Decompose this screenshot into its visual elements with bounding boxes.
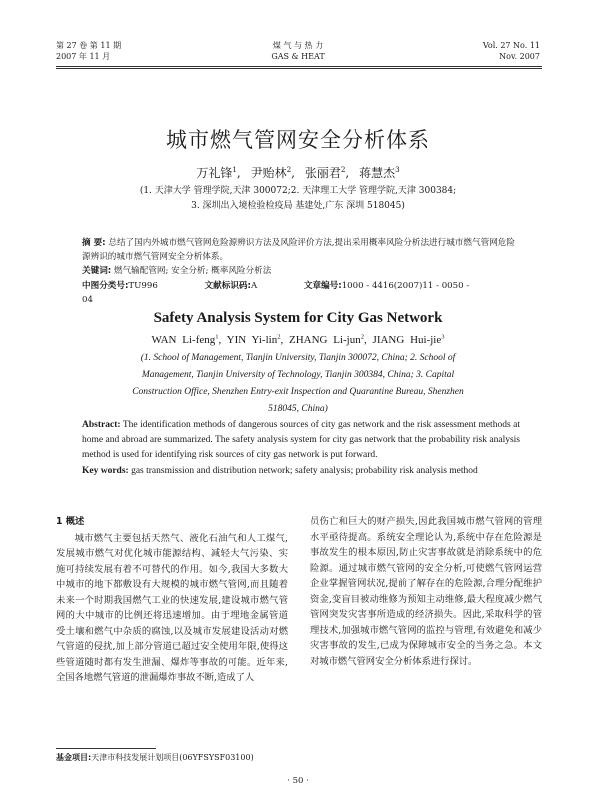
author: 尹贻林$^2$, [250,165,295,180]
keywords-label-en: Key words: [82,466,129,476]
journal-name-en: GAS & HEAT [271,52,325,61]
abstract-label-cn: 摘 要: [82,238,106,248]
header-rule-thin [56,68,542,69]
authors-cn [0,164,596,181]
abstract-cn [82,236,520,264]
author: 张丽君$^2$, [304,165,350,180]
issue-date: 2007 年 11 月 [56,52,111,61]
volume-issue-en: Vol. 27 No. 11 [482,41,540,50]
header-rule [56,66,542,67]
abstract-text-cn: 总结了国内外城市燃气管网危险源辨识方法及风险评价方法,提出采用概率风险分析法进行城市燃气管网危险源辨识的城市燃气管网安全分析体系。 [82,238,515,262]
paper-title-cn: 城市燃气管网安全分析体系 [166,128,430,152]
volume-issue: 第 27 卷 第 11 期 [56,41,122,50]
author: ZHANG Li-jun$^2$, [289,333,367,346]
journal-name-cn: 煤 气 与 热 力 [272,41,324,50]
paper-title-en: Safety Analysis System for City Gas Network [153,310,443,326]
author: WAN Li-feng$^1$, [151,333,222,346]
author: YIN Yi-lin$^2$, [226,333,284,346]
page-number: · 50 · [287,776,309,786]
abstract-label-en: Abstract: [82,420,121,430]
authors-en [0,333,596,346]
doc-code: 文献标识码:A [204,281,258,291]
body-paragraph: 城市燃气主要包括天然气、液化石油气和人工煤气,发展城市燃气对优化城市能源结构、减轻大气污染、实施可持续发展有着不可替代的作用。如今,我国大多数大中城市的地下都敷设有大规模的城市燃气管网,而且随着未来一个时期我国燃气工业的快速发展,建设城市燃气管网的大中城市的比例还将迅速增加。由于埋地金属管道受土壤和燃气中杂质的腐蚀,以及城市发展建设活动对燃气管道的侵扰,加上部分管道已超过安全使用年限,使得这些管道随时都有发生泄漏、爆炸等事故的可能。近年来,全国各地燃气管道的泄漏爆炸事故不断,造成了人 [56,532,288,683]
footnote-rule [56,748,156,749]
article-number: 文章编号:1000 - 4416(2007)11 - 0050 - 04 [82,281,470,305]
author: 万礼锋$^1$, [196,165,241,180]
classification-line [82,279,520,307]
funding-footnote: 基金项目:天津市科技发展计划项目(06YFSYSF03100) [56,753,254,762]
issue-date-en: Nov. 2007 [499,52,540,61]
body-column-left [56,514,288,686]
body-paragraph: 员伤亡和巨大的财产损失,因此我国城市燃气管网的管理水平亟待提高。系统安全理论认为,系统中存在危险源是事故发生的根本原因,防止灾害事故就是消除系统中的危险源。通过城市燃气管网的安全分析,可使燃气管网运营企业掌握管网状况,提前了解存在的危险源,合理分配维护资金,变盲目被动维修为预知主动维修,最大程度减少燃气管网突发灾害事所造成的经济损失。因此,采取科学的管理技术,加强城市燃气管网的监控与管理,有效避免和减少灾害事故的发生,已成为保障城市安全的当务之急。本文对城市燃气管网安全分析体系进行探讨。 [310,516,542,667]
author: 蒋慧杰$^3$ [359,165,400,180]
keywords-cn: 关键词: 燃气输配管网; 安全分析; 概率风险分析法 [82,266,272,276]
affiliations-cn: (1. 天津大学 管理学院,天津 300072;2. 天津理工大学 管理学院,天津 300384; 3. 深圳出入境检验检疫局 基建处,广东 深圳 518045) [139,186,457,211]
author: JIANG Hui-jie$^3$ [372,333,445,346]
keywords-text-en: gas transmission and distribution network; safety analysis; probability risk analysis method [131,466,478,476]
section-heading: 1 概述 [56,516,85,527]
affiliations-en: (1. School of Management, Tianjin University, Tianjin 300072, China; 2. School of Management, Tianjin University of Technology, Tianjin 300384, China; 3. Capital Construction Office, Shenzhen Entry-exit Inspection and Quarantine Bureau, Shenzhen 518045, China) [132,353,464,414]
keywords-en [82,464,520,479]
body-column-right [310,514,542,669]
journal-issue-info-en [483,40,540,62]
abstract-en [82,418,520,463]
abstract-text-en: The identification methods of dangerous sources of city gas network and the risk assessment methods at home and abroad are summarized. The safety analysis system for city gas network that the probability risk analysis method is used for identifying risk sources of city gas network is put forward. [82,420,520,460]
clc-number: 中图分类号:TU996 [82,281,158,291]
